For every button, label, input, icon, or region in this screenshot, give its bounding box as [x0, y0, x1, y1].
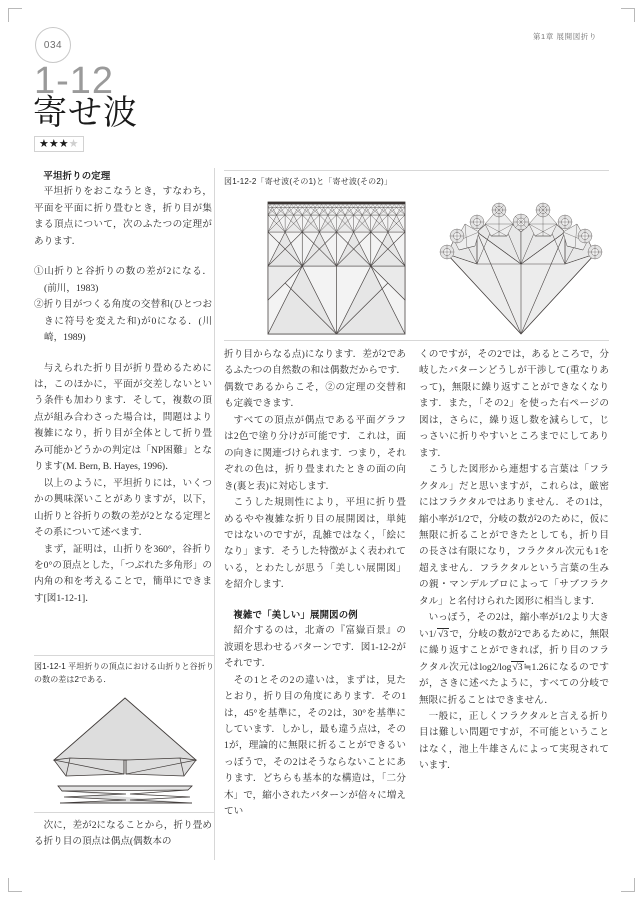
right-para-2: こうした図形から連想する言葉は「フラクタル」だと思いますが，これらは，厳密にはフラクタルではありません．その1は，縮小率が1/2で，分岐の数が2のために，仮に無限に折ることができたとしても，折り目の長さは有限になり，フラクタル次元も1を超えません．フラクタルという言葉の生みの親・マンデルブロによって「サブフラクタル」と名付けられた図形に相当します． — [419, 464, 609, 607]
right-para-3 — [419, 610, 609, 709]
column-divider — [214, 168, 215, 860]
figure1-caption: 図1-12-1 平坦折りの頂点における山折りと谷折りの数の差は2である． — [34, 662, 214, 684]
trim-mark-bl-v — [8, 878, 9, 892]
left-subhead: 平坦折りの定理 — [43, 170, 111, 181]
left-para-4: まず，証明は，山折りを360°，谷折りを0°の頂点とした，「つぶれた多角形」の内角の和を考えることで，簡単にできます[図1-12-1]． — [34, 543, 212, 604]
figure2-rule-top — [224, 170, 609, 171]
trim-mark-br-v — [634, 878, 635, 892]
right-para-3-a: いっぽう，その2は，縮小率が1/2より大きい1/ — [419, 612, 609, 640]
trim-mark-tl-v — [8, 8, 9, 22]
mid-para-4: 紹介するのは，北斎の『富嶽百景』の波頭を思わせるパターンです．図1-12-2がそれです． — [224, 625, 406, 670]
sqrt-group-1: √3 — [438, 628, 449, 640]
theorem-item: ①山折りと谷折りの数の差が2になる．(前川，1983) — [34, 266, 212, 294]
page-number: 034 — [43, 39, 63, 51]
page-number-badge — [35, 27, 71, 63]
trim-mark-br-h — [621, 891, 635, 892]
right-para-4: 一般に，正しくフラクタルと言える折り目は難しい問題ですが，不可能ということはなく，池上牛雄さんによって実現されています． — [419, 710, 609, 772]
left-column — [34, 168, 212, 607]
figure2-image — [224, 192, 609, 340]
sqrt-radicand-2: 3 — [517, 661, 523, 673]
trim-mark-bl-h — [8, 891, 22, 892]
figure1-image — [40, 690, 210, 808]
difficulty-rating — [34, 136, 84, 152]
right-column — [419, 347, 609, 775]
cp-fan — [440, 203, 602, 334]
star-empty-1: ★ — [68, 137, 79, 150]
trim-mark-tl-h — [8, 8, 22, 9]
mid-para-3: こうした規則性により，平坦に折り畳めるやや複雑な折り目の展開図は，単純ではないのですが，乱雑ではなく，「絵になり」ます．そうした特徴がよく表われている，とわたしが思う「美しい展開図」を紹介します． — [224, 497, 406, 591]
figure2-caption: 図1-12-2「寄せ波(その1)と「寄せ波(その2)」 — [224, 177, 393, 186]
crease-pattern-svg — [224, 192, 609, 340]
left-column-tail — [34, 818, 212, 851]
trim-mark-tr-v — [634, 8, 635, 22]
theorem-item: ②折り目がつくる角度の交替和(ひとつおきに符号を変えた和)が0になる．(川崎，1989) — [34, 299, 212, 344]
left-para-1: 平坦折りをおこなうとき，すなわち，平面を平面に折り畳むとき，折り目が集まる頂点について，次のふたつの定理があります． — [34, 186, 212, 247]
right-para-3-b: で，分岐の数が2であるために，無限に繰り返すことができれば，折り目のフラクタル次元は — [419, 628, 609, 673]
mid-subhead: 複雑で「美しい」展開図の例 — [233, 608, 358, 620]
right-para-3-frac-a: log2/log — [479, 661, 512, 673]
sqrt-radicand-1: 3 — [443, 628, 449, 640]
cp-square — [268, 202, 405, 334]
figure1-rule-bottom — [34, 812, 214, 813]
star-filled-2: ★ — [48, 137, 59, 150]
running-head: 第1章 展開図折り — [532, 32, 597, 41]
star-filled-1: ★ — [39, 137, 49, 150]
figure1-rule-top — [34, 655, 214, 656]
cone-top — [54, 698, 196, 760]
sqrt-group-2: √3 — [512, 661, 523, 673]
section-number: 1-12 — [34, 60, 115, 102]
left-para-5: 次に，差が2になることから，折り畳める折り目の頂点は偶点(偶数本の — [34, 820, 212, 848]
left-para-3: 以上のように，平坦折りには，いくつかの興味深いことがありますが，以下，山折りと谷折りの数の差が2となる定理とその系について述べます． — [34, 477, 212, 539]
flat-fold-vertex-svg — [40, 690, 210, 808]
figure2-rule-bottom — [224, 340, 609, 341]
left-para-2: 与えられた折り目が折り畳めるためには，このほかに，平面が交差しないという条件も加わります．そして，複数の頂点が組み合わさった場合は，問題はより複雑になり，折り目が全体として折り畳み可能かどうかの判定は「NP困難」となります(M. Bern, B. Hayes, 1996)． — [34, 362, 212, 473]
right-para-1: くのですが，その2では，あるところで，分岐したパターンどうしが干渉して(重なりあって)，無限に繰り返すことができなくなります．また，「その2」を使った右ページの図は，さらに，繰り返し数を減らして，じっさいに折りやすいところまでにしてあります． — [419, 349, 609, 459]
right-para-3-frac-b: ≒1.26になるのですが，さきに述べたように，すべての分岐で無限に折ることはできません． — [419, 661, 609, 706]
mid-para-2: すべての頂点が偶点である平面グラフは2色で塗り分けが可能です．これは，面の向きに関連づけられます．つまり，それぞれの色は，折り畳まれたときの面の向き(裏と表)に対応します． — [224, 414, 406, 492]
star-filled-3: ★ — [58, 137, 69, 150]
page-title: 寄せ波 — [33, 94, 138, 132]
trim-mark-tr-h — [621, 8, 635, 9]
mid-para-1: 折り目からなる点)になります．差が2であるふたつの自然数の和は偶数だからです．偶数であるからこそ，②の定理の交替和も定義できます． — [224, 349, 406, 410]
theorem-list — [34, 264, 212, 346]
mid-para-5: その1とその2の違いは，まずは，見たとおり，折り目の角度にあります．その1は，45°を基準に，その2は，30°を基準にしています．しかし，最も違う点は，その1が，理論的に無限に折ることができるいっぽうで，その2はそうならないことにあります．どちらも基本的な構造は，「二分木」で，縮小されたパターンが倍々に増えてい — [224, 674, 406, 818]
middle-column — [224, 347, 406, 821]
